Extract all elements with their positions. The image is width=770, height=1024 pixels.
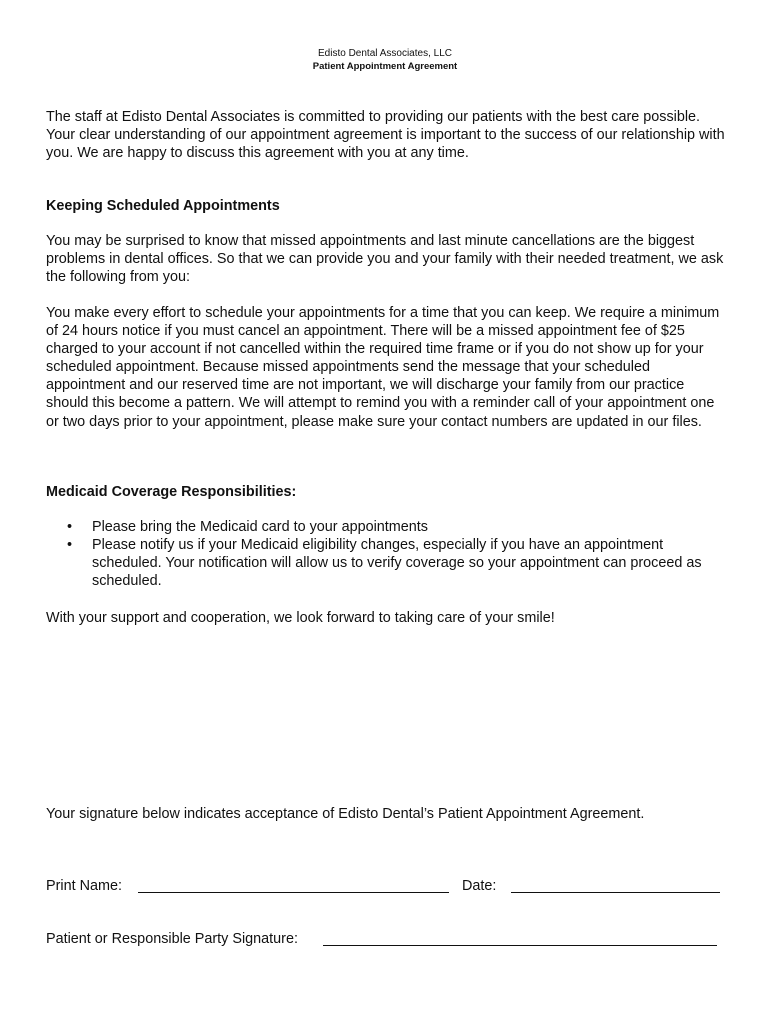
list-item [46, 536, 726, 590]
bullet-icon: • [67, 519, 73, 535]
list-item [46, 518, 726, 536]
acceptance-statement: Your signature below indicates acceptance of Edisto Dental’s Patient Appointment Agreement. [46, 806, 645, 822]
appointments-paragraph-2: You make every effort to schedule your appointments for a time that you can keep. We require a minimum of 24 hours notice if you must cancel an appointment. There will be a missed appointment fee of $25 charged to your account if not cancelled within the required time frame or if you do not show up for your scheduled appointment. Because missed appointments send the message that your scheduled appointment and our reserved time are not important, we will discharge your family from our practice should this become a pattern. We will attempt to remind you with a reminder call of your appointment one or two days prior to your appointment, please make sure your contact numbers are updated in our files. [46, 305, 720, 430]
medicaid-list [46, 518, 726, 590]
list-item-text: Please bring the Medicaid card to your appointments [92, 519, 428, 535]
org-name: Edisto Dental Associates, LLC [318, 48, 452, 59]
print-name-line[interactable] [138, 892, 449, 893]
document-title: Patient Appointment Agreement [312, 61, 458, 72]
signature-label: Patient or Responsible Party Signature: [46, 931, 298, 947]
medicaid-heading: Medicaid Coverage Responsibilities: [46, 484, 297, 500]
appointments-paragraph-1: You may be surprised to know that missed appointments and last minute cancellations are the biggest problems in dental offices. So that we can provide you and your family with their needed treatment, we ask the following from you: [46, 233, 724, 286]
intro-paragraph: The staff at Edisto Dental Associates is committed to providing our patients with the best care possible. Your clear understanding of our appointment agreement is important to the success of our relationship with you. We are happy to discuss this agreement with you at any time. [46, 109, 725, 162]
date-line[interactable] [511, 892, 720, 893]
list-item-text: Please notify us if your Medicaid eligibility changes, especially if you have an appointment scheduled. Your notification will allow us to verify coverage so your appointment can proceed as scheduled. [92, 537, 702, 590]
document-header [0, 47, 770, 73]
date-label: Date: [462, 878, 497, 894]
closing-paragraph: With your support and cooperation, we look forward to taking care of your smile! [46, 610, 555, 626]
bullet-icon: • [67, 537, 73, 554]
print-name-label: Print Name: [46, 878, 122, 894]
signature-line[interactable] [323, 945, 717, 946]
appointments-heading: Keeping Scheduled Appointments [46, 198, 280, 214]
